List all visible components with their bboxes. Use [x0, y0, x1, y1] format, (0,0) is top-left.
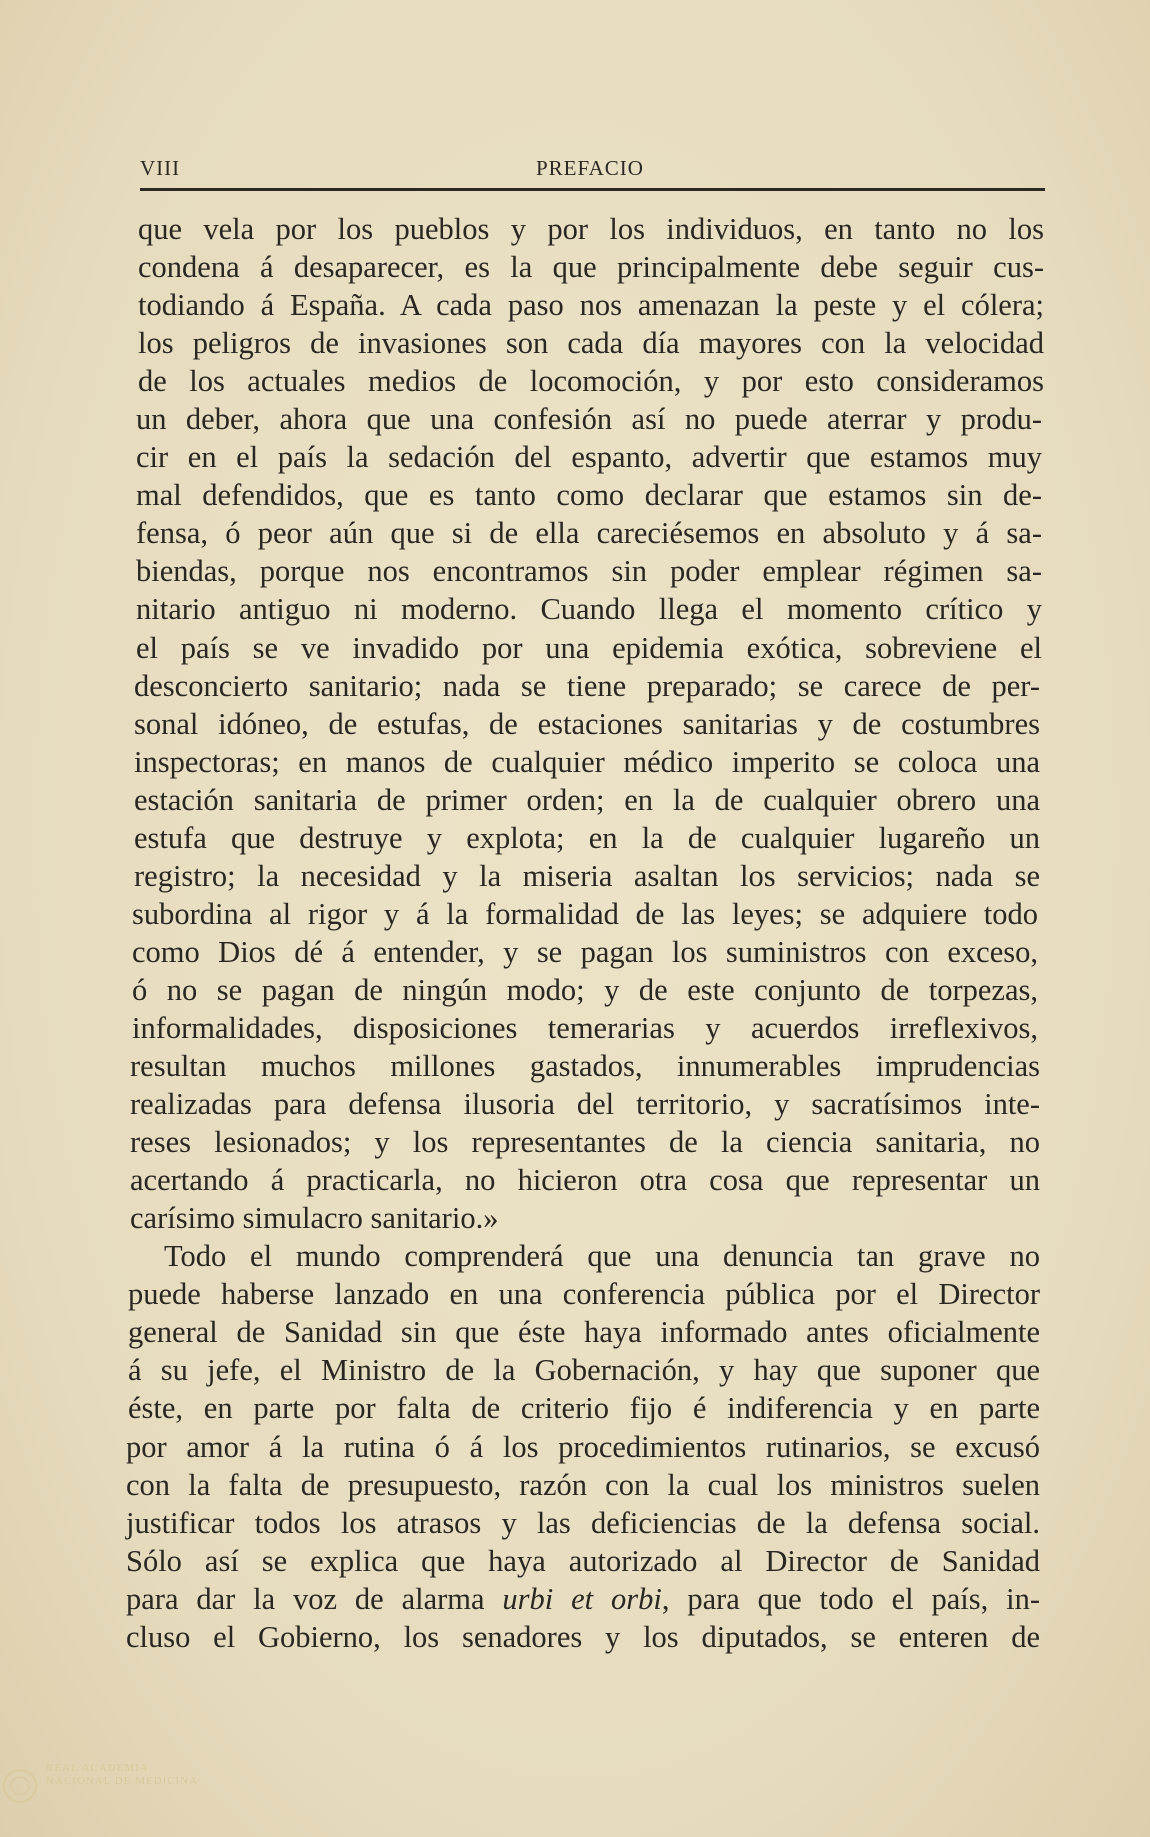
text-line: nitario antiguo ni moderno. Cuando llega el momento crítico y [136, 592, 1042, 627]
text-line: condena á desaparecer, es la que principalmente debe seguir cus- [138, 250, 1044, 285]
text-line: inspectoras; en manos de cualquier médico imperito se coloca una [134, 744, 1040, 779]
text-line: resultan muchos millones gastados, innumerables imprudencias [130, 1049, 1040, 1084]
text-line: con la falta de presupuesto, razón con la cual los ministros suelen [126, 1467, 1040, 1502]
text-line: justificar todos los atrasos y las deficiencias de la defensa social. [126, 1505, 1040, 1540]
text-line: como Dios dé á entender, y se pagan los suministros con exceso, [132, 934, 1038, 969]
text-line: á su jefe, el Ministro de la Gobernación, y hay que suponer que [128, 1353, 1040, 1388]
running-title: PREFACIO [536, 156, 644, 180]
text-line: realizadas para defensa ilusoria del territorio, y sacratísimos inte- [130, 1087, 1040, 1122]
text-line: subordina al rigor y á la formalidad de las leyes; se adquiere todo [132, 896, 1038, 931]
text-line: fensa, ó peor aún que si de ella careciésemos en absoluto y á sa- [136, 516, 1042, 551]
text-line: un deber, ahora que una confesión así no puede aterrar y produ- [136, 402, 1042, 437]
text-line: estufa que destruye y explota; en la de cualquier lugareño un [134, 820, 1040, 855]
text-line: el país se ve invadido por una epidemia exótica, sobreviene el [136, 630, 1042, 665]
text-line: que vela por los pueblos y por los individuos, en tanto no los [138, 212, 1044, 246]
body-text [126, 210, 1046, 1656]
stamp-text [46, 1762, 198, 1788]
text-line: carísimo simulacro sanitario.» [130, 1201, 499, 1236]
text-line: ó no se pagan de ningún modo; y de este conjunto de torpezas, [132, 972, 1038, 1007]
text-line: Sólo así se explica que haya autorizado al Director de Sanidad [126, 1543, 1040, 1578]
text-line: desconcierto sanitario; nada se tiene preparado; se carece de per- [134, 668, 1040, 703]
text-line: por amor á la rutina ó á los procedimientos rutinarios, se excusó [126, 1429, 1040, 1464]
text-line-with-italic [126, 1580, 1040, 1618]
text-line: mal defendidos, que es tanto como declarar que estamos sin de- [136, 478, 1042, 513]
text-segment: para dar la voz de alarma [126, 1581, 503, 1616]
text-line: cluso el Gobierno, los senadores y los diputados, se enteren de [126, 1619, 1040, 1654]
text-line: los peligros de invasiones son cada día mayores con la velocidad [138, 326, 1044, 361]
text-line: general de Sanidad sin que éste haya informado antes oficialmente [128, 1315, 1040, 1350]
stamp-line: REAL ACADEMIA [46, 1762, 149, 1774]
text-line: éste, en parte por falta de criterio fijo é indiferencia y en parte [128, 1391, 1040, 1426]
text-segment: , para que todo el país, in- [661, 1581, 1041, 1616]
text-line: registro; la necesidad y la miseria asaltan los servicios; nada se [134, 858, 1040, 893]
text-line: cir en el país la sedación del espanto, advertir que estamos muy [136, 440, 1042, 475]
stamp-seal-icon [4, 1770, 36, 1802]
text-line: puede haberse lanzado en una conferencia pública por el Director [128, 1277, 1040, 1312]
running-header [140, 152, 1045, 182]
text-line: de los actuales medios de locomoción, y por esto consideramos [138, 364, 1044, 399]
page-number: VIII [140, 156, 181, 180]
text-line: reses lesionados; y los representantes de la ciencia sanitaria, no [130, 1125, 1040, 1160]
text-line: biendas, porque nos encontramos sin poder emplear régimen sa- [136, 554, 1042, 589]
header-rule [140, 188, 1045, 191]
text-line: estación sanitaria de primer orden; en la de cualquier obrero una [134, 782, 1040, 817]
text-line: acertando á practicarla, no hicieron otra cosa que representar un [130, 1163, 1040, 1198]
stamp-line: NACIONAL DE MEDICINA [46, 1775, 199, 1787]
text-line: informalidades, disposiciones temerarias y acuerdos irreflexivos, [132, 1010, 1038, 1045]
text-line: todiando á España. A cada paso nos amenazan la peste y el cólera; [138, 288, 1044, 323]
italic-phrase: urbi et orbi [502, 1581, 662, 1616]
text-line: Todo el mundo comprenderá que una denuncia tan grave no [164, 1239, 1040, 1274]
text-line: sonal idóneo, de estufas, de estaciones sanitarias y de costumbres [134, 706, 1040, 741]
